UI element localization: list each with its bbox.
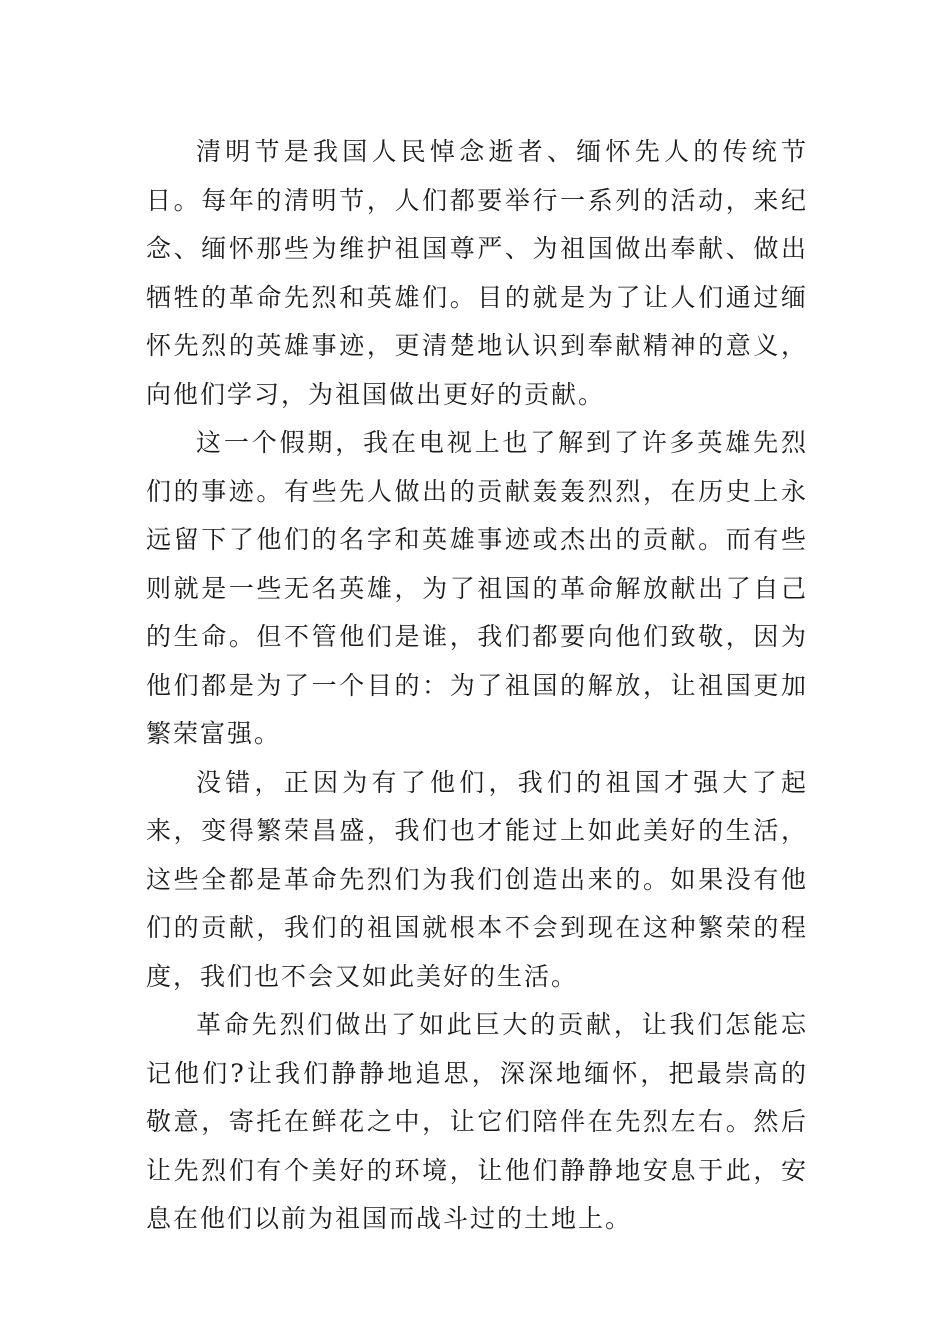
paragraph-1: 清明节是我国人民悼念逝者、缅怀先人的传统节日。每年的清明节，人们都要举行一系列的活动，来纪念、缅怀那些为维护祖国尊严、为祖国做出奉献、做出牺牲的革命先烈和英雄们。目的就是为了让人们通过缅怀先烈的英雄事迹，更清楚地认识到奉献精神的意义，向他们学习，为祖国做出更好的贡献。 <box>146 137 808 409</box>
paragraph-2: 这一个假期，我在电视上也了解到了许多英雄先烈们的事迹。有些先人做出的贡献轰轰烈烈，在历史上永远留下了他们的名字和英雄事迹或杰出的贡献。而有些则就是一些无名英雄，为了祖国的革命解放献出了自己的生命。但不管他们是谁，我们都要向他们致敬，因为他们都是为了一个目的：为了祖国的解放，让祖国更加繁荣富强。 <box>146 428 808 748</box>
document-body <box>146 128 808 1244</box>
paragraph-3: 没错，正因为有了他们，我们的祖国才强大了起来，变得繁荣昌盛，我们也才能过上如此美好的生活，这些全都是革命先烈们为我们创造出来的。如果没有他们的贡献，我们的祖国就根本不会到现在这种繁荣的程度，我们也不会又如此美好的生活。 <box>146 767 808 991</box>
paragraph-4: 革命先烈们做出了如此巨大的贡献，让我们怎能忘记他们?让我们静静地追思，深深地缅怀，把最崇高的敬意，寄托在鲜花之中，让它们陪伴在先烈左右。然后让先烈们有个美好的环境，让他们静静地安息于此，安息在他们以前为祖国而战斗过的土地上。 <box>146 1010 808 1233</box>
